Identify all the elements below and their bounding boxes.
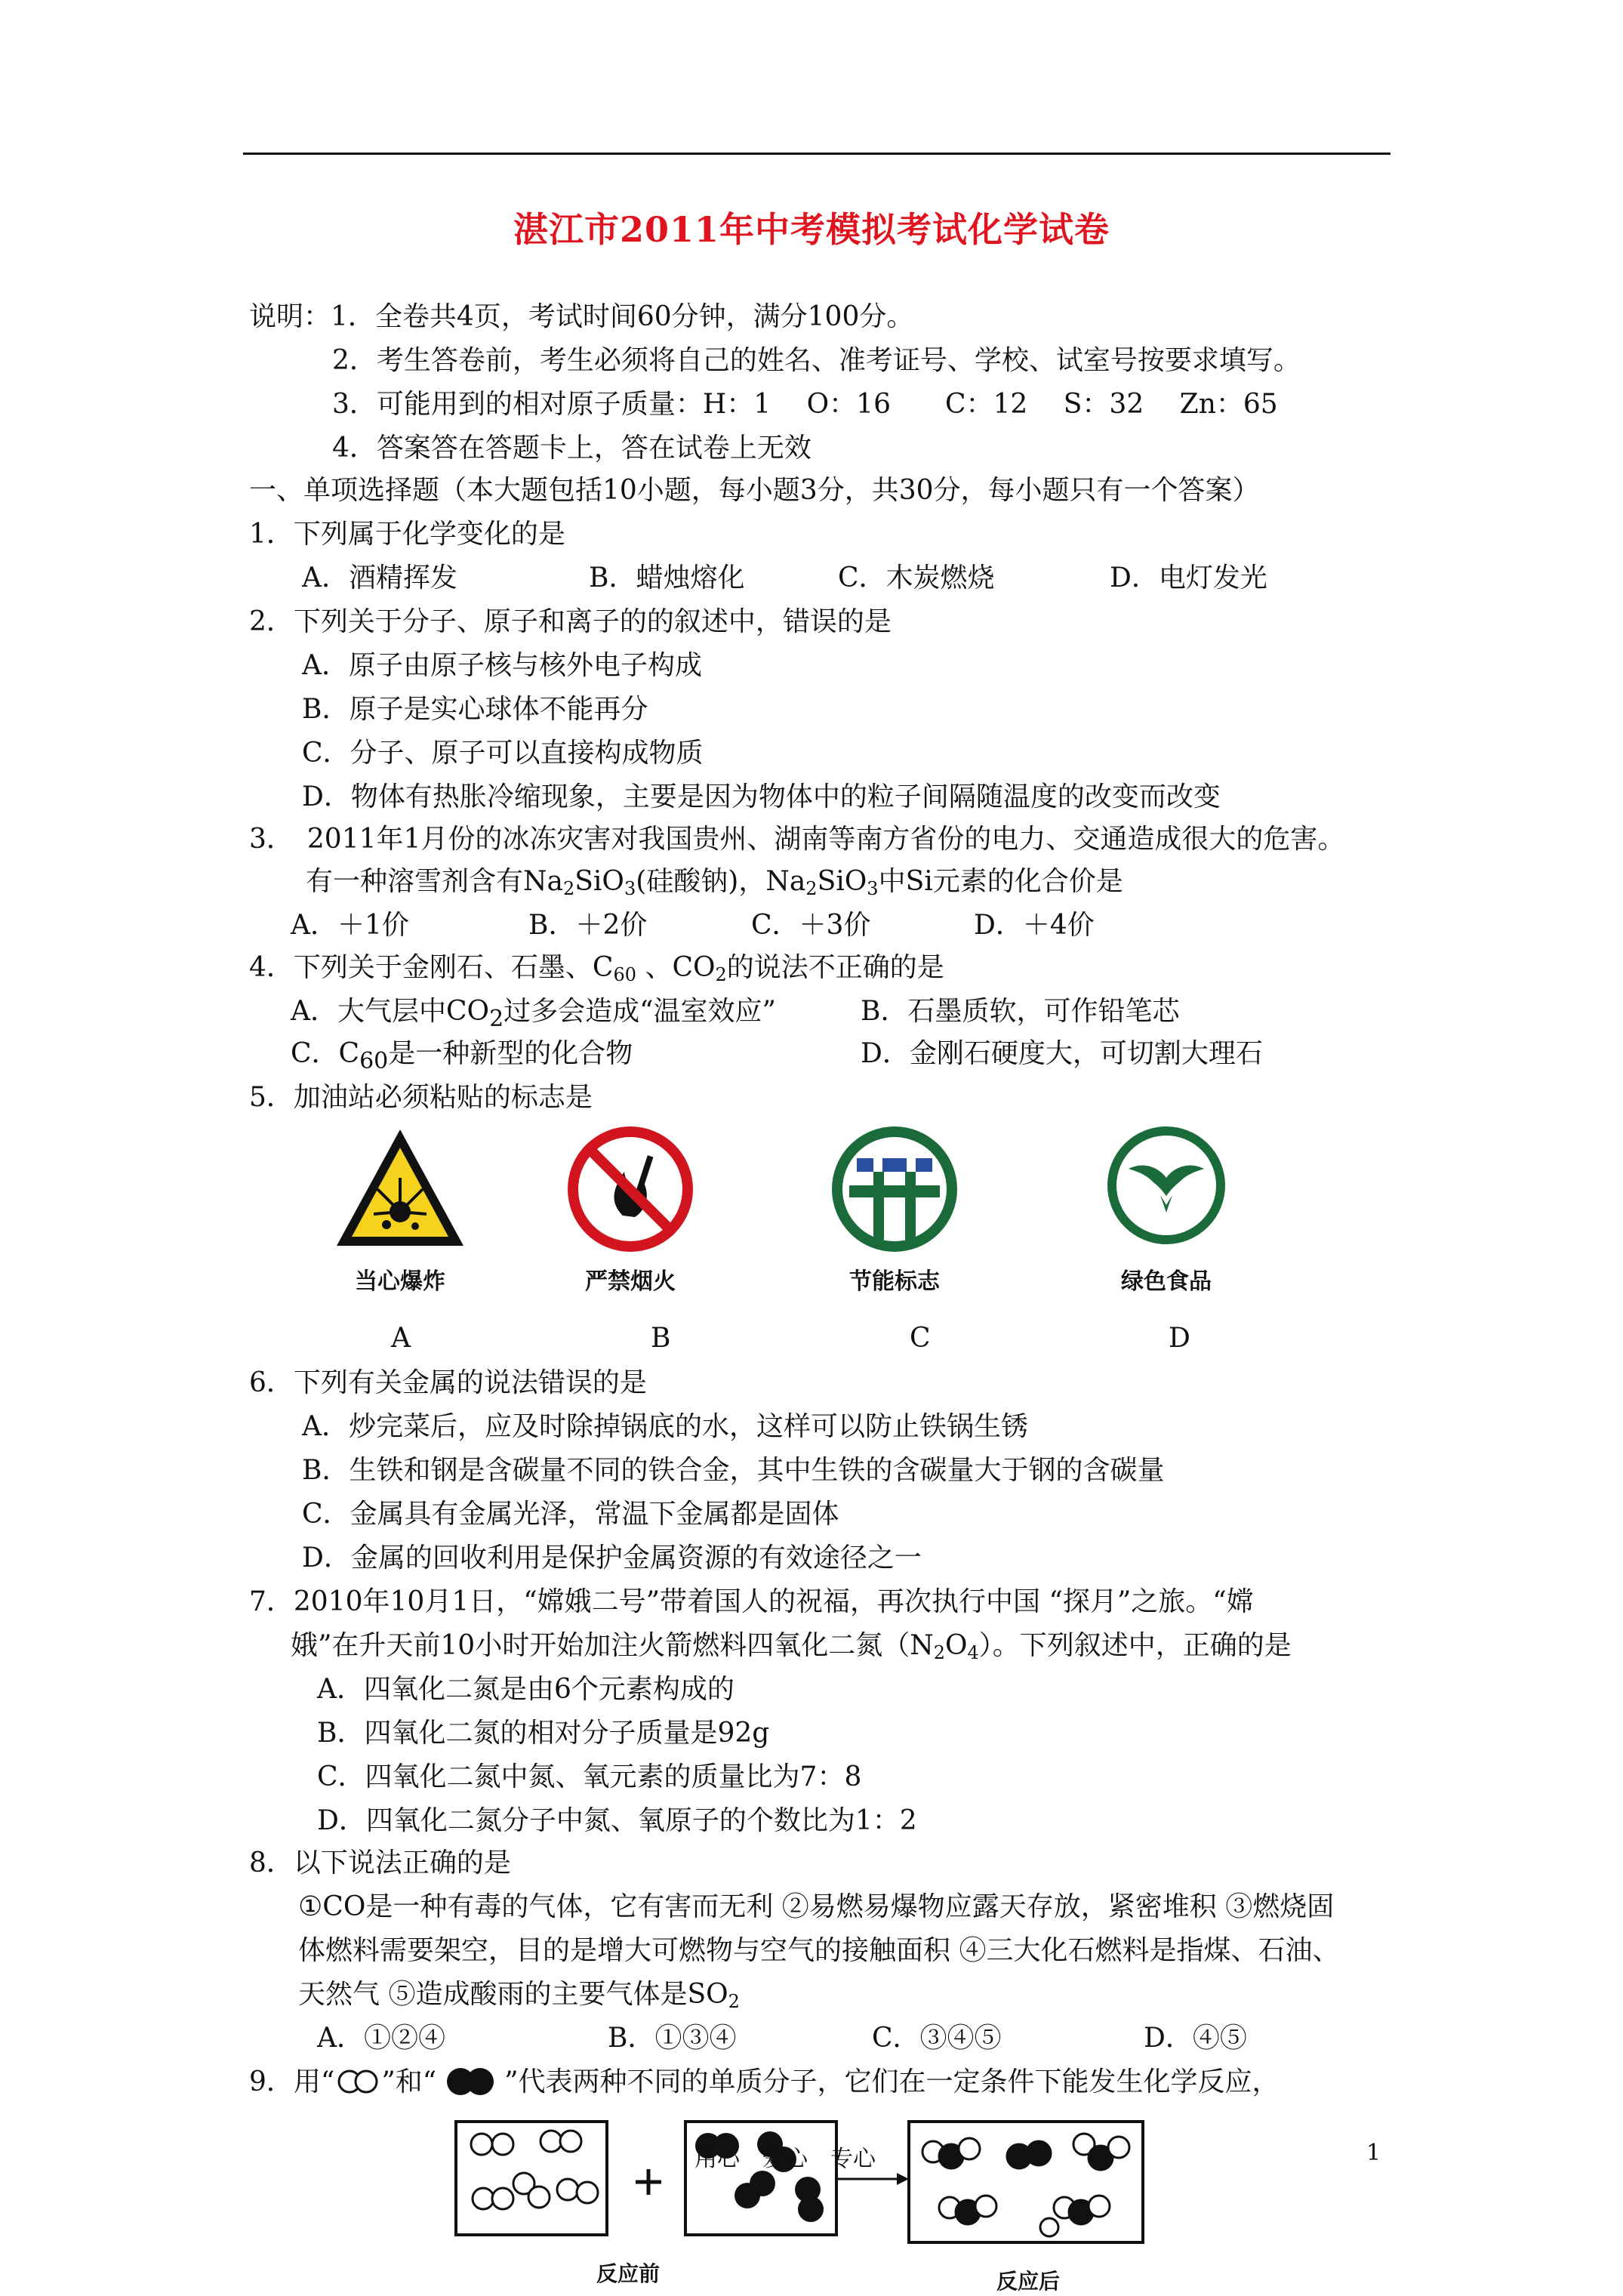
q3-option-c: C．＋3价 bbox=[751, 910, 871, 941]
q7-option-c: C．四氧化二氮中氮、氧元素的质量比为7：8 bbox=[317, 1761, 862, 1792]
sign-caption-d: 绿色食品 bbox=[1121, 1268, 1212, 1295]
q2-option-a: A．原子由原子核与核外电子构成 bbox=[302, 650, 702, 681]
q1-option-c: C．木炭燃烧 bbox=[838, 562, 995, 593]
no-fire-icon bbox=[562, 1125, 698, 1253]
q8-statement-line-3: 天然气 ⑤造成酸雨的主要气体是$SO_2$ bbox=[298, 1979, 740, 2012]
sign-caption-b: 严禁烟火 bbox=[585, 1268, 676, 1295]
q2-option-b: B．原子是实心球体不能再分 bbox=[302, 694, 648, 725]
before-box-white bbox=[456, 2122, 607, 2235]
instructions-line-1: 说明：1．全卷共4页，考试时间60分钟，满分100分。 bbox=[249, 301, 914, 332]
black-molecule-icon bbox=[436, 2066, 504, 2097]
q5-stem: 5．加油站必须粘贴的标志是 bbox=[249, 1082, 593, 1113]
q8-option-a: A．①②④ bbox=[317, 2023, 445, 2054]
green-food-icon bbox=[1098, 1125, 1234, 1253]
section-heading: 一、单项选择题（本大题包括10小题，每小题3分，共30分，每小题只有一个答案） bbox=[249, 475, 1260, 506]
q6-option-c: C．金属具有金属光泽，常温下金属都是固体 bbox=[302, 1499, 839, 1530]
instructions-line-2: 2．考生答卷前，考生必须将自己的姓名、准考证号、学校、试室号按要求填写。 bbox=[332, 345, 1301, 376]
q5-label-c: C bbox=[910, 1323, 931, 1354]
q9-stem: 9．用“ ”和“ ”代表两种不同的单质分子，它们在一定条件下能发生化学反应， bbox=[249, 2066, 1280, 2097]
q5-label-d: D bbox=[1169, 1323, 1190, 1354]
sign-caption-c: 节能标志 bbox=[849, 1268, 940, 1295]
q8-option-b: B．①③④ bbox=[608, 2023, 737, 2054]
footer-motto: 用心 爱心 专心 bbox=[694, 2146, 876, 2172]
q6-option-a: A．炒完菜后，应及时除掉锅底的水，这样可以防止铁锅生锈 bbox=[302, 1411, 1028, 1442]
q7-option-d: D．四氧化二氮分子中氮、氧原子的个数比为1：2 bbox=[317, 1805, 917, 1836]
q7-stem-line-2: 娥”在升天前10小时开始加注火箭燃料四氧化二氮$(N_2O_4)$。下列叙述中，正确的是 bbox=[291, 1630, 1292, 1663]
q5-label-b: B bbox=[651, 1323, 671, 1354]
q6-stem: 6．下列有关金属的说法错误的是 bbox=[249, 1367, 647, 1398]
caption-after-reaction: 反应后 bbox=[996, 2269, 1061, 2294]
q7-option-a: A．四氧化二氮是由6个元素构成的 bbox=[317, 1674, 735, 1705]
q3-option-b: B．＋2价 bbox=[528, 910, 648, 941]
white-molecule-icon bbox=[334, 2068, 381, 2095]
q3-stem-line-1: 3． 2011年1月份的冰冻灾害对我国贵州、湖南等南方省份的电力、交通造成很大的危害。 bbox=[249, 824, 1345, 855]
q2-stem: 2．下列关于分子、原子和离子的的叙述中，错误的是 bbox=[249, 606, 892, 637]
q4-option-a: A．大气层中$CO_2$过多会造成“温室效应” bbox=[291, 996, 776, 1033]
instructions-line-4: 4．答案答在答题卡上，答在试卷上无效 bbox=[332, 433, 812, 464]
energy-saving-icon bbox=[827, 1125, 962, 1253]
q4-option-b: B．石墨质软，可作铅笔芯 bbox=[861, 996, 1180, 1027]
q7-stem-line-1: 7．2010年10月1日，“嫦娥二号”带着国人的祝福，再次执行中国 “探月”之旅。“嫦 bbox=[249, 1586, 1254, 1617]
sign-green-food bbox=[1091, 1125, 1242, 1296]
reaction-diagram bbox=[445, 2114, 1200, 2265]
sign-energy-saving bbox=[819, 1125, 970, 1296]
before-box-black bbox=[685, 2122, 836, 2235]
q4-option-c: C．$C_{60}$是一种新型的化合物 bbox=[291, 1038, 633, 1075]
q4-stem: 4．下列关于金刚石、石墨、$C_{60}$ 、$CO_2$的说法不正确的是 bbox=[249, 952, 944, 985]
q8-statement-line-1: ①CO是一种有毒的气体，它有害而无利 ②易燃易爆物应露天存放，紧密堆积 ③燃烧固 bbox=[298, 1891, 1335, 1922]
q1-option-d: D．电灯发光 bbox=[1110, 562, 1267, 593]
q3-option-a: A．＋1价 bbox=[291, 910, 409, 941]
q3-stem-line-2: 有一种溶雪剂含有$Na_2SiO_3$(硅酸钠)，$Na_2SiO_3$中Si元素的化合价是 bbox=[306, 866, 1123, 899]
caption-before-reaction: 反应前 bbox=[596, 2261, 661, 2286]
q4-option-d: D．金刚石硬度大，可切割大理石 bbox=[861, 1038, 1263, 1069]
q5-label-a: A bbox=[391, 1323, 411, 1354]
reaction-arrow bbox=[836, 2173, 909, 2185]
header-rule bbox=[243, 153, 1390, 155]
q1-option-b: B．蜡烛熔化 bbox=[589, 562, 745, 593]
q7-option-b: B．四氧化二氮的相对分子质量是92g bbox=[317, 1718, 770, 1749]
q6-option-b: B．生铁和钢是含碳量不同的铁合金，其中生铁的含碳量大于钢的含碳量 bbox=[302, 1455, 1165, 1486]
page-title: 湛江市2011年中考模拟考试化学试卷 bbox=[513, 209, 1110, 250]
instructions-line-3: 3．可能用到的相对原子质量：H：1 O：16 C：12 S：32 Zn：65 bbox=[332, 389, 1278, 420]
q2-option-d: D．物体有热胀冷缩现象，主要是因为物体中的粒子间隔随温度的改变而改变 bbox=[302, 781, 1221, 812]
sign-caption-a: 当心爆炸 bbox=[355, 1268, 445, 1295]
q8-option-c: C．③④⑤ bbox=[872, 2023, 1002, 2054]
q2-option-c: C．分子、原子可以直接构成物质 bbox=[302, 738, 704, 769]
explosion-warning-icon bbox=[332, 1125, 468, 1253]
plus-sign bbox=[636, 2169, 661, 2195]
page-number: 1 bbox=[1366, 2140, 1381, 2166]
q6-option-d: D．金属的回收利用是保护金属资源的有效途径之一 bbox=[302, 1542, 922, 1573]
sign-explosion bbox=[325, 1125, 476, 1296]
q8-statement-line-2: 体燃料需要架空，目的是增大可燃物与空气的接触面积 ④三大化石燃料是指煤、石油、 bbox=[298, 1935, 1340, 1966]
q1-option-a: A．酒精挥发 bbox=[302, 562, 457, 593]
q8-option-d: D．④⑤ bbox=[1144, 2023, 1247, 2054]
q3-option-d: D．＋4价 bbox=[974, 910, 1095, 941]
q8-stem: 8．以下说法正确的是 bbox=[249, 1848, 511, 1878]
sign-no-fire bbox=[555, 1125, 706, 1296]
q1-stem: 1．下列属于化学变化的是 bbox=[249, 519, 565, 550]
after-box bbox=[909, 2122, 1143, 2242]
